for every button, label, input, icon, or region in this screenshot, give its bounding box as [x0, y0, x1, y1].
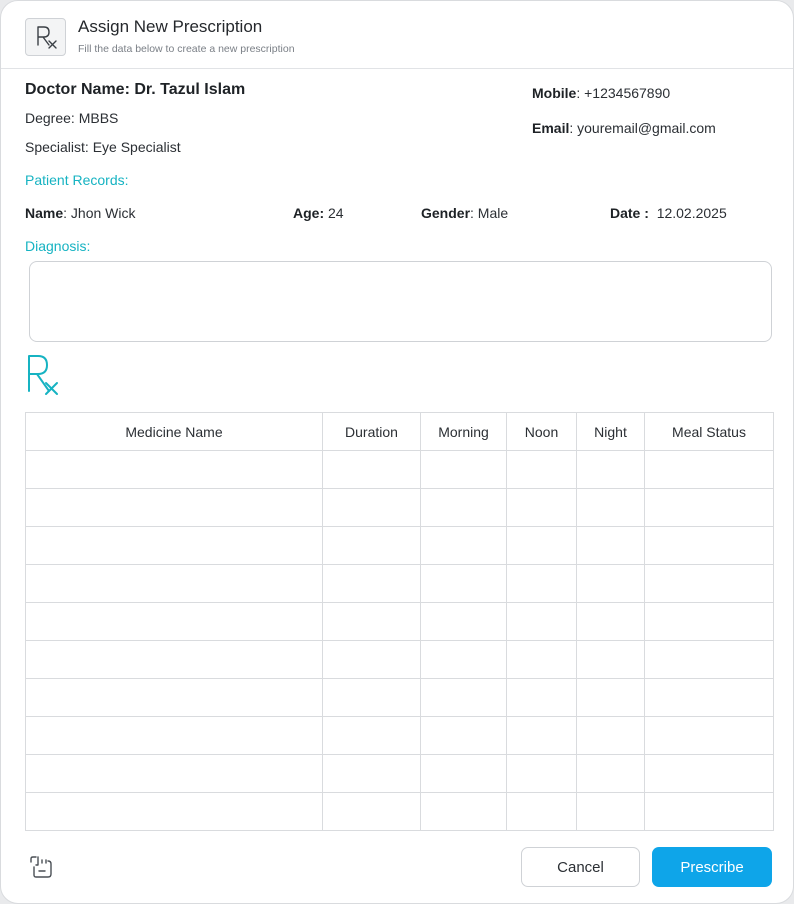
doctor-degree	[25, 110, 118, 126]
doctor-specialist-label: Specialist:	[25, 139, 89, 155]
patient-gender-value: Male	[477, 205, 509, 221]
patient-records-heading: Patient Records:	[25, 172, 129, 188]
night-cell[interactable]	[577, 793, 645, 831]
meal-status-cell[interactable]	[645, 565, 774, 603]
col-duration: Duration	[323, 413, 421, 451]
doctor-email: Email: youremail@gmail.com	[532, 120, 716, 136]
night-cell[interactable]	[577, 527, 645, 565]
medicine-name-cell[interactable]	[26, 717, 323, 755]
morning-cell[interactable]	[421, 641, 507, 679]
morning-cell[interactable]	[421, 679, 507, 717]
modal-subtitle: Fill the data below to create a new prescription	[78, 43, 295, 55]
patient-name: Name: Jhon Wick	[25, 205, 136, 221]
morning-cell[interactable]	[421, 489, 507, 527]
noon-cell[interactable]	[507, 679, 577, 717]
table-row	[26, 793, 774, 831]
doctor-name-value: Dr. Tazul Islam	[134, 81, 246, 98]
meal-status-cell[interactable]	[645, 603, 774, 641]
meal-status-cell[interactable]	[645, 717, 774, 755]
night-cell[interactable]	[577, 603, 645, 641]
duration-cell[interactable]	[323, 679, 421, 717]
duration-cell[interactable]	[323, 641, 421, 679]
col-medicine-name: Medicine Name	[26, 413, 323, 451]
medicine-name-cell[interactable]	[26, 641, 323, 679]
medicine-name-cell[interactable]	[26, 755, 323, 793]
patient-gender: Gender: Male	[421, 205, 509, 221]
noon-cell[interactable]	[507, 793, 577, 831]
doctor-specialist-value: Eye Specialist	[92, 139, 181, 155]
medicine-name-cell[interactable]	[26, 679, 323, 717]
noon-cell[interactable]	[507, 641, 577, 679]
noon-cell[interactable]	[507, 451, 577, 489]
doctor-name-label: Doctor Name:	[25, 81, 130, 98]
table-row	[26, 679, 774, 717]
email-value: youremail@gmail.com	[577, 120, 716, 136]
morning-cell[interactable]	[421, 793, 507, 831]
duration-cell[interactable]	[323, 755, 421, 793]
duration-cell[interactable]	[323, 565, 421, 603]
patient-date	[610, 205, 727, 221]
table-row	[26, 603, 774, 641]
patient-gender-label: Gender	[421, 205, 471, 221]
medicine-name-cell[interactable]	[26, 527, 323, 565]
medicine-name-cell[interactable]	[26, 451, 323, 489]
rx-icon	[25, 18, 66, 56]
medicine-name-cell[interactable]	[26, 603, 323, 641]
meal-status-cell[interactable]	[645, 755, 774, 793]
meal-status-cell[interactable]	[645, 451, 774, 489]
table-row	[26, 527, 774, 565]
patient-age	[293, 205, 344, 221]
modal-header	[1, 1, 794, 69]
noon-cell[interactable]	[507, 527, 577, 565]
morning-cell[interactable]	[421, 451, 507, 489]
table-row	[26, 489, 774, 527]
table-row	[26, 565, 774, 603]
meal-status-cell[interactable]	[645, 679, 774, 717]
face-scan-icon[interactable]	[29, 855, 53, 879]
doctor-degree-value: MBBS	[78, 110, 119, 126]
rx-symbol-icon	[25, 353, 61, 397]
medicine-name-cell[interactable]	[26, 793, 323, 831]
morning-cell[interactable]	[421, 565, 507, 603]
cancel-button[interactable]: Cancel	[521, 847, 640, 887]
night-cell[interactable]	[577, 565, 645, 603]
morning-cell[interactable]	[421, 603, 507, 641]
col-meal-status: Meal Status	[645, 413, 774, 451]
noon-cell[interactable]	[507, 603, 577, 641]
prescribe-button[interactable]: Prescribe	[652, 847, 772, 887]
patient-age-value: 24	[328, 205, 344, 221]
email-label: Email	[532, 120, 570, 136]
doctor-degree-label: Degree:	[25, 110, 75, 126]
col-morning: Morning	[421, 413, 507, 451]
doctor-name	[25, 81, 245, 99]
meal-status-cell[interactable]	[645, 793, 774, 831]
night-cell[interactable]	[577, 641, 645, 679]
night-cell[interactable]	[577, 489, 645, 527]
doctor-specialist	[25, 139, 181, 155]
night-cell[interactable]	[577, 679, 645, 717]
meal-status-cell[interactable]	[645, 489, 774, 527]
col-noon: Noon	[507, 413, 577, 451]
morning-cell[interactable]	[421, 527, 507, 565]
meal-status-cell[interactable]	[645, 641, 774, 679]
diagnosis-heading: Diagnosis:	[25, 238, 91, 254]
medicine-table-body	[26, 451, 774, 831]
noon-cell[interactable]	[507, 489, 577, 527]
meal-status-cell[interactable]	[645, 527, 774, 565]
patient-age-label: Age:	[293, 205, 325, 221]
modal-title: Assign New Prescription	[78, 17, 263, 36]
patient-name-label: Name	[25, 205, 64, 221]
duration-cell[interactable]	[323, 603, 421, 641]
patient-date-value: 12.02.2025	[656, 205, 727, 221]
mobile-label: Mobile	[532, 85, 577, 101]
night-cell[interactable]	[577, 755, 645, 793]
medicine-name-cell[interactable]	[26, 565, 323, 603]
duration-cell[interactable]	[323, 489, 421, 527]
mobile-value: +1234567890	[584, 85, 671, 101]
noon-cell[interactable]	[507, 755, 577, 793]
table-row	[26, 451, 774, 489]
noon-cell[interactable]	[507, 717, 577, 755]
patient-date-label: Date :	[610, 205, 649, 221]
duration-cell[interactable]	[323, 451, 421, 489]
medicine-table	[25, 412, 774, 831]
patient-name-value: Jhon Wick	[70, 205, 136, 221]
diagnosis-input[interactable]	[29, 261, 772, 342]
medicine-name-cell[interactable]	[26, 489, 323, 527]
table-row	[26, 755, 774, 793]
night-cell[interactable]	[577, 717, 645, 755]
morning-cell[interactable]	[421, 717, 507, 755]
duration-cell[interactable]	[323, 717, 421, 755]
noon-cell[interactable]	[507, 565, 577, 603]
col-night: Night	[577, 413, 645, 451]
table-row	[26, 717, 774, 755]
night-cell[interactable]	[577, 451, 645, 489]
duration-cell[interactable]	[323, 527, 421, 565]
duration-cell[interactable]	[323, 793, 421, 831]
morning-cell[interactable]	[421, 755, 507, 793]
table-header-row	[26, 413, 774, 451]
table-row	[26, 641, 774, 679]
doctor-mobile: Mobile: +1234567890	[532, 85, 671, 101]
